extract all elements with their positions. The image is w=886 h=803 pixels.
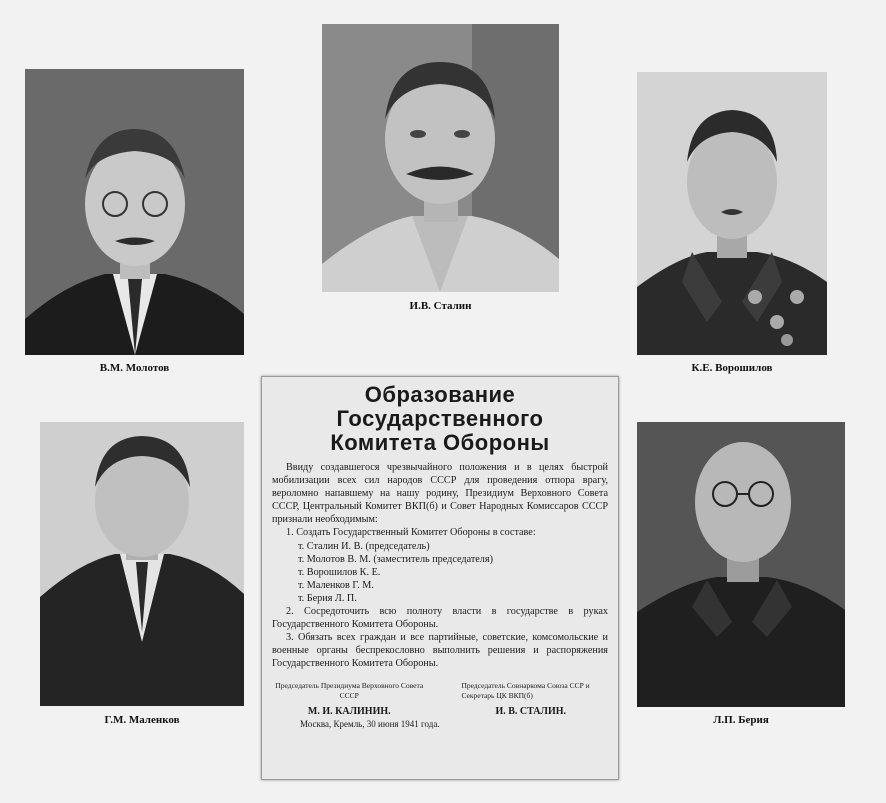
decree-body [272,461,608,671]
portrait-voroshilov [637,72,827,355]
member-5: т. Берия Л. П. [298,592,357,604]
portrait-beria [637,422,845,707]
decree-footer: Москва, Кремль, 30 июня 1941 года. [300,718,440,729]
caption-stalin: И.В. Сталин [409,300,472,312]
portrait-molotov [25,69,244,355]
molotov-photo [25,69,244,355]
sign-right-name: И. В. СТАЛИН. [495,705,567,717]
signatures [272,681,608,717]
malenkov-photo [40,422,244,706]
portrait-malenkov [40,422,244,706]
decree-title-line2: Комитета Обороны [330,430,550,455]
sign-left-name: М. И. КАЛИНИН. [307,705,391,717]
beria-photo [637,422,845,707]
caption-beria: Л.П. Берия [713,714,769,726]
decree-intro: Ввиду создавшегося чрезвычайного положения и в целях быстрой мобилизации всех сил народов СССР для проведения отпора врагу, вероломно напавшему на нашу родину, Президиум Верховного Совета СССР, Центральный Комитет ВКП(б) и Совет Народных Комиссаров СССР признали необходимым: [272,462,608,526]
decree-point-3: 3. Обязать всех граждан и все партийные, советские, комсомольские и военные органы беспрекословно выполнить решения и распоряжения Государственного Комитета Обороны. [272,632,608,670]
voroshilov-photo [637,72,827,355]
member-4: т. Маленков Г. М. [298,579,374,591]
member-1: т. Сталин И. В. (председатель) [298,540,430,552]
signature-right [453,681,608,717]
decree-title-line1: Образование Государственного [336,382,544,431]
member-3: т. Ворошилов К. Е. [298,566,381,578]
sign-left-role: Председатель Президиума Верховного Совета СССР [275,680,424,700]
sign-right-role: Председатель Совнаркома Союза ССР и Секретарь ЦК ВКП(б) [461,680,590,700]
member-2: т. Молотов В. М. (заместитель председателя) [298,553,493,565]
decree-point-2: 2. Сосредоточить всю полноту власти в государстве в руках Государственного Комитета Обороны. [272,606,608,631]
signature-left [272,681,427,717]
decree-point-1: 1. Создать Государственный Комитет Обороны в составе: [286,527,536,539]
caption-malenkov: Г.М. Маленков [104,714,180,726]
caption-voroshilov: К.Е. Ворошилов [691,362,773,374]
portrait-stalin [322,24,559,292]
caption-molotov: В.М. Молотов [99,362,170,374]
decree-clipping [261,376,619,780]
stalin-photo [322,24,559,292]
